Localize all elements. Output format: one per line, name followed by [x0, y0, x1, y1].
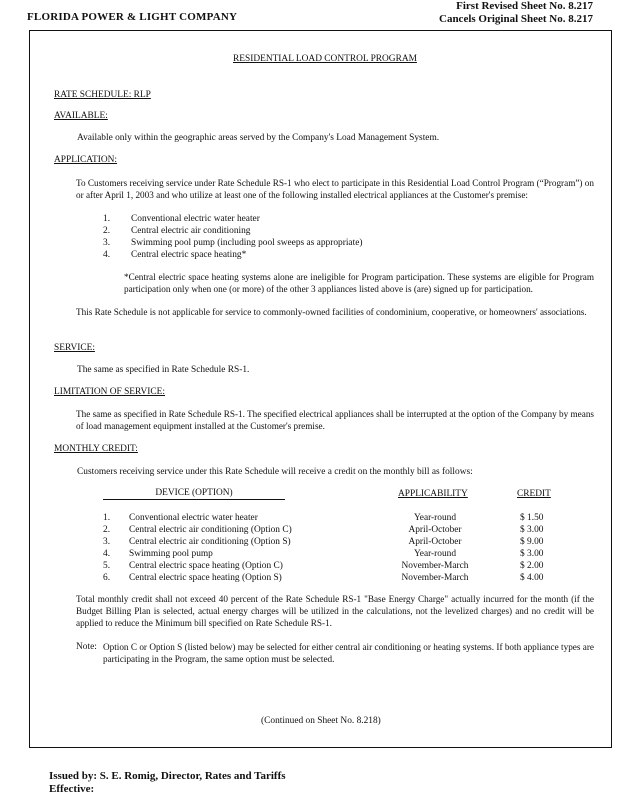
monthly-credit-heading: MONTHLY CREDIT:: [54, 444, 138, 454]
total-credit-text: Total monthly credit shall not exceed 40 percent of the Rate Schedule RS-1 "Base Energy Charge" actually incurred for the month (if the Budget Billing Plan is selected, actual energy charges will be utilized in the calculations, not the levelized charges) and no credit will be applied to reduce the Minimum bill specified on Rate Schedule RS-1.: [76, 594, 594, 628]
monthly-credit-intro: Customers receiving service under this Rate Schedule will receive a credit on the monthly bill as follows:: [77, 467, 473, 477]
row-number: 6.: [103, 573, 111, 583]
table-header-applicability: APPLICABILITY: [398, 489, 468, 499]
row-device: Central electric space heating (Option C): [129, 561, 283, 571]
row-number: 1.: [103, 513, 111, 523]
row-number: 3.: [103, 537, 111, 547]
company-name: FLORIDA POWER & LIGHT COMPANY: [27, 11, 238, 23]
row-device: Central electric space heating (Option S): [129, 573, 282, 583]
row-credit: $ 9.00: [520, 537, 544, 547]
row-applicability: November-March: [401, 573, 469, 583]
row-applicability: November-March: [401, 561, 469, 571]
available-text: Available only within the geographic areas served by the Company's Load Management System.: [77, 133, 440, 143]
available-heading: AVAILABLE:: [54, 111, 108, 121]
heating-footnote: *Central electric space heating systems alone are ineligible for Program participation. These systems are eligible for Program participation only when one (or more) of the other 3 appliances listed above is (are) signed up for participation.: [124, 272, 594, 294]
row-credit: $ 4.00: [520, 573, 544, 583]
row-credit: $ 3.00: [520, 525, 544, 535]
sheet-number-block: [439, 0, 593, 26]
appliance-item: Swimming pool pump (including pool sweeps as appropriate): [131, 238, 363, 248]
service-text: The same as specified in Rate Schedule RS-1.: [77, 365, 250, 375]
row-device: Conventional electric water heater: [129, 513, 258, 523]
row-credit: $ 3.00: [520, 549, 544, 559]
appliance-num: 3.: [103, 238, 111, 248]
note-label: Note:: [76, 642, 97, 652]
row-device: Central electric air conditioning (Option S): [129, 537, 291, 547]
application-text: To Customers receiving service under Rate Schedule RS-1 who elect to participate in this Residential Load Control Program (“Program”) on or after April 1, 2003 and who utilize at least one of the following installed electrical appliances at the Customer's premise:: [76, 178, 594, 200]
appliance-num: 1.: [103, 214, 111, 224]
service-heading: SERVICE:: [54, 343, 95, 353]
appliance-num: 2.: [103, 226, 111, 236]
issued-by: Issued by: S. E. Romig, Director, Rates and Tariffs: [49, 770, 286, 782]
row-number: 2.: [103, 525, 111, 535]
effective-date: Effective:: [49, 783, 95, 795]
row-applicability: Year-round: [413, 549, 457, 559]
row-device: Swimming pool pump: [129, 549, 213, 559]
appliance-num: 4.: [103, 250, 111, 260]
table-header-device: DEVICE (OPTION): [103, 488, 285, 500]
appliance-item: Central electric space heating*: [131, 250, 247, 260]
sheet-number: First Revised Sheet No. 8.217: [456, 0, 593, 12]
row-applicability: Year-round: [413, 513, 457, 523]
document-title: RESIDENTIAL LOAD CONTROL PROGRAM: [233, 54, 417, 64]
continued-notice: (Continued on Sheet No. 8.218): [261, 716, 381, 726]
note-text: Option C or Option S (listed below) may be selected for either central air conditioning or heating systems. If both appliance types are participating in the Program, the same option must be selected.: [103, 642, 594, 664]
limitation-heading: LIMITATION OF SERVICE:: [54, 387, 165, 397]
table-header-credit: CREDIT: [517, 489, 551, 499]
rate-schedule-label: RATE SCHEDULE: RLP: [54, 90, 151, 100]
applicability-text: This Rate Schedule is not applicable for service to commonly-owned facilities of condominium, cooperative, or homeowners' associations.: [76, 307, 587, 317]
row-credit: $ 1.50: [520, 513, 544, 523]
cancels-sheet-number: Cancels Original Sheet No. 8.217: [439, 13, 593, 25]
row-device: Central electric air conditioning (Option C): [129, 525, 292, 535]
row-number: 4.: [103, 549, 111, 559]
row-applicability: April-October: [408, 537, 462, 547]
row-number: 5.: [103, 561, 111, 571]
row-applicability: April-October: [408, 525, 462, 535]
row-credit: $ 2.00: [520, 561, 544, 571]
application-heading: APPLICATION:: [54, 155, 118, 165]
appliance-item: Conventional electric water heater: [131, 214, 260, 224]
appliance-item: Central electric air conditioning: [131, 226, 251, 236]
limitation-text: The same as specified in Rate Schedule RS-1. The specified electrical appliances shall be interrupted at the option of the Company by means of load management equipment installed at the Customer's premise.: [76, 409, 594, 431]
